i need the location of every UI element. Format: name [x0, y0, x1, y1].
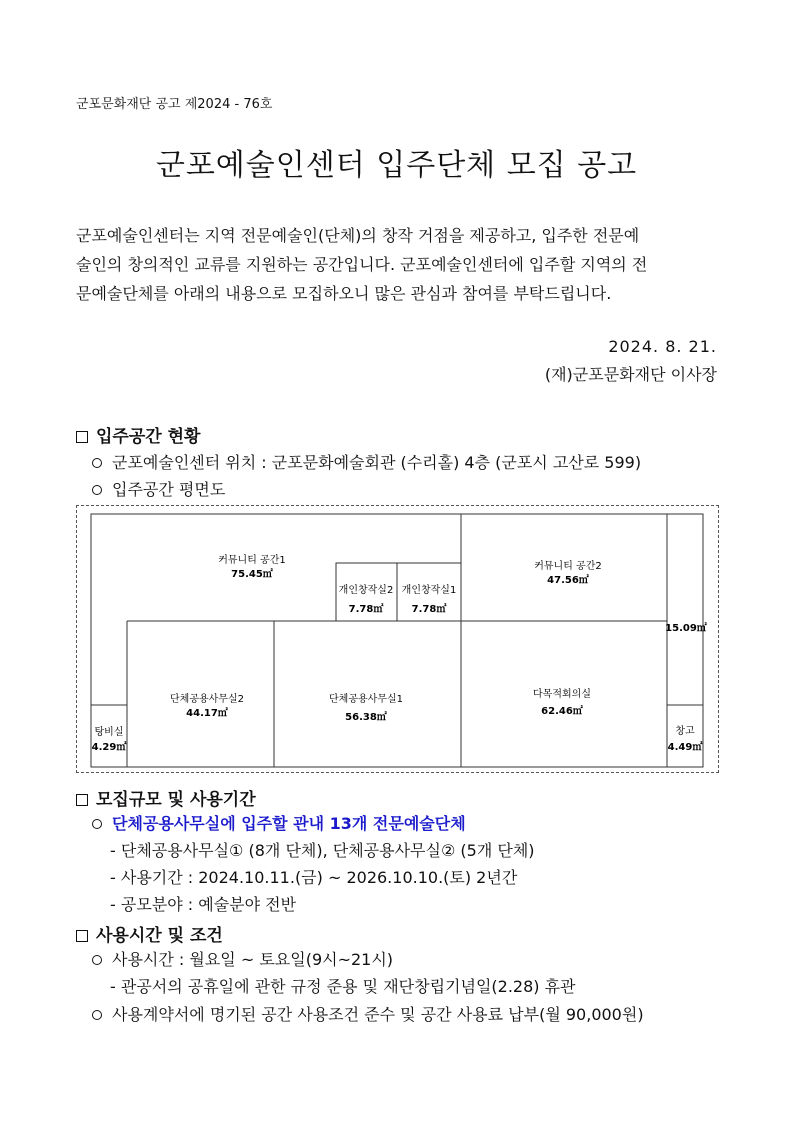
- bullet-usage-hours: [92, 947, 393, 970]
- notice-date: 2024. 8. 21.: [608, 337, 717, 356]
- room-label-private1: 개인창작실1: [401, 585, 457, 596]
- section-heading-recruitment: [76, 785, 256, 810]
- room-label-community2: 커뮤니티 공간2: [534, 561, 602, 572]
- section-heading-conditions: [76, 921, 223, 946]
- bullet-text: 군포예술인센터 위치 : 군포문화예술회관 (수리홀) 4층 (군포시 고산로 599): [112, 453, 642, 472]
- bullet-text: 사용시간 : 월요일 ~ 토요일(9시~21시): [112, 950, 394, 969]
- sub-item-field: - 공모분야 : 예술분야 전반: [110, 895, 297, 914]
- bullet-contract-terms: [92, 1002, 644, 1025]
- floorplan-drawing: [77, 506, 720, 774]
- bullet-floorplan: [92, 477, 225, 500]
- room-label-office1: 단체공용사무실1: [329, 694, 403, 705]
- section-heading-text: 모집규모 및 사용기간: [96, 790, 256, 810]
- circle-bullet-icon: [92, 955, 102, 965]
- sub-item-holidays: - 관공서의 공휴일에 관한 규정 준용 및 재단창립기념일(2.28) 휴관: [110, 977, 576, 996]
- issuer-signature: (재)군포문화재단 이사장: [544, 365, 717, 384]
- square-bullet-icon: [76, 794, 88, 806]
- circle-bullet-icon: [92, 458, 102, 468]
- square-bullet-icon: [76, 431, 88, 443]
- room-label-multipurpose: 다목적회의실: [533, 689, 591, 700]
- section-heading-text: 사용시간 및 조건: [96, 926, 223, 946]
- room-label-private2: 개인창작실2: [338, 585, 394, 596]
- bullet-text: 사용계약서에 명기된 공간 사용조건 준수 및 공간 사용료 납부(월 90,000원): [112, 1005, 644, 1024]
- intro-line: 문예술단체를 아래의 내용으로 모집하오니 많은 관심과 참여를 부탁드립니다.: [76, 284, 612, 303]
- intro-paragraph: [76, 221, 722, 308]
- square-bullet-icon: [76, 930, 88, 942]
- room-label-storage: 창고: [675, 726, 695, 737]
- floorplan-frame: [76, 505, 719, 773]
- room-area-office2: 44.17㎡: [186, 708, 228, 719]
- section-heading-text: 입주공간 현황: [96, 427, 201, 447]
- bullet-text: 입주공간 평면도: [112, 480, 226, 499]
- page-title: 군포예술인센터 입주단체 모집 공고: [155, 148, 638, 183]
- section-heading-occupancy: [76, 422, 200, 447]
- floorplan-outline: [91, 514, 703, 767]
- room-area-private2: 7.78㎡: [348, 604, 384, 615]
- circle-bullet-icon: [92, 485, 102, 495]
- room-label-community1: 커뮤니티 공간1: [218, 555, 286, 566]
- room-area-corridor: 15.09㎡: [665, 623, 707, 634]
- room-label-office2: 단체공용사무실2: [170, 694, 244, 705]
- room-label-lounge: 탕비실: [94, 727, 124, 738]
- bullet-text-highlight: 단체공용사무실에 입주할 관내 13개 전문예술단체: [112, 814, 466, 833]
- sub-item-office-split: - 단체공용사무실① (8개 단체), 단체공용사무실② (5개 단체): [110, 841, 535, 860]
- room-area-private1: 7.78㎡: [411, 604, 447, 615]
- bullet-recruit-scale: [92, 811, 466, 834]
- intro-line: 술인의 창의적인 교류를 지원하는 공간입니다. 군포예술인센터에 입주할 지역의 전: [76, 255, 648, 274]
- circle-bullet-icon: [92, 1010, 102, 1020]
- room-area-community1: 75.45㎡: [231, 569, 273, 580]
- circle-bullet-icon: [92, 819, 102, 829]
- room-area-storage: 4.49㎡: [667, 742, 703, 753]
- room-area-office1: 56.38㎡: [345, 712, 387, 723]
- room-area-lounge: 4.29㎡: [91, 742, 127, 753]
- notice-number: 군포문화재단 공고 제2024 - 76호: [76, 97, 273, 112]
- bullet-location: [92, 450, 641, 473]
- room-area-community2: 47.56㎡: [547, 575, 589, 586]
- intro-line: 군포예술인센터는 지역 전문예술인(단체)의 창작 거점을 제공하고, 입주한 전문예: [76, 226, 640, 245]
- sub-item-usage-period: - 사용기간 : 2024.10.11.(금) ~ 2026.10.10.(토) 2년간: [110, 868, 518, 887]
- room-area-multipurpose: 62.46㎡: [541, 706, 583, 717]
